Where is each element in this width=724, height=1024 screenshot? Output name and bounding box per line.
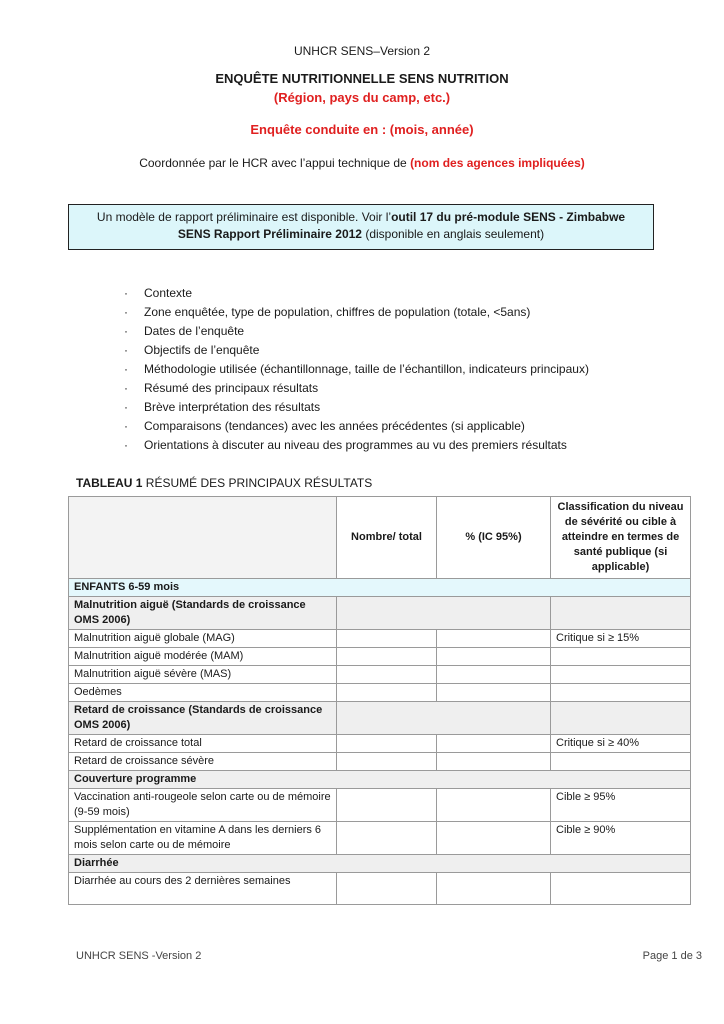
table-row: [69, 648, 691, 666]
table-cell[interactable]: [437, 873, 551, 905]
row-label: Retard de croissance total: [69, 735, 337, 753]
section-label: ENFANTS 6-59 mois: [69, 579, 691, 597]
list-item-text: Méthodologie utilisée (échantillonnage, taille de l’échantillon, indicateurs principaux): [144, 362, 589, 376]
list-item: [124, 436, 684, 455]
list-item: [124, 417, 684, 436]
list-item: [124, 303, 684, 322]
table-cell: [337, 702, 551, 735]
bullet-symbol: ·: [124, 343, 128, 357]
list-item: [124, 284, 684, 303]
bullet-symbol: ·: [124, 438, 128, 452]
row-label: Oedèmes: [69, 684, 337, 702]
table-cell[interactable]: [337, 753, 437, 771]
table-cell[interactable]: [437, 684, 551, 702]
table-row: [69, 630, 691, 648]
table-cell[interactable]: [337, 648, 437, 666]
row-label: Diarrhée au cours des 2 dernières semaines: [69, 873, 337, 905]
table-row: [69, 753, 691, 771]
table-group-row: [69, 702, 691, 735]
group-label: Malnutrition aiguë (Standards de croissance OMS 2006): [69, 597, 337, 630]
table-cell[interactable]: [437, 822, 551, 855]
table-cell[interactable]: [337, 822, 437, 855]
table-section-row: [69, 579, 691, 597]
bullet-symbol: ·: [124, 419, 128, 433]
classification-cell: [551, 666, 691, 684]
group-label: Retard de croissance (Standards de croissance OMS 2006): [69, 702, 337, 735]
row-label: Malnutrition aiguë globale (MAG): [69, 630, 337, 648]
header-cell-percent: % (IC 95%): [437, 497, 551, 579]
bullet-symbol: ·: [124, 381, 128, 395]
list-item-text: Résumé des principaux résultats: [144, 381, 319, 395]
group-label: Diarrhée: [69, 855, 691, 873]
table-cell[interactable]: [337, 789, 437, 822]
table-row: [69, 873, 691, 905]
survey-date-line: Enquête conduite en : (mois, année): [250, 122, 474, 137]
notice-text-2: (disponible en anglais seulement): [361, 227, 545, 241]
footer-page-number: Page 1 de 3: [642, 950, 702, 962]
classification-cell: Critique si ≥ 40%: [551, 735, 691, 753]
table-cell: [551, 597, 691, 630]
group-label: Couverture programme: [69, 771, 691, 789]
list-item-text: Brève interprétation des résultats: [144, 400, 321, 414]
table-row: [69, 684, 691, 702]
list-item-text: Comparaisons (tendances) avec les années précédentes (si applicable): [144, 419, 525, 433]
table-group-row: [69, 771, 691, 789]
summary-bullet-list: [124, 284, 684, 455]
classification-cell: [551, 684, 691, 702]
header-cell-count: Nombre/ total: [337, 497, 437, 579]
table-group-row: [69, 597, 691, 630]
header-cell-classification: Classification du niveau de sévérité ou cible à atteindre en termes de santé publique (si applicable): [551, 497, 691, 579]
table-row: [69, 735, 691, 753]
row-label: Retard de croissance sévère: [69, 753, 337, 771]
table-row: [69, 789, 691, 822]
list-item: [124, 398, 684, 417]
row-label: Malnutrition aiguë modérée (MAM): [69, 648, 337, 666]
bullet-symbol: ·: [124, 400, 128, 414]
table-cell: [337, 597, 551, 630]
bullet-symbol: ·: [124, 324, 128, 338]
row-label: Supplémentation en vitamine A dans les derniers 6 mois selon carte ou de mémoire: [69, 822, 337, 855]
list-item-text: Zone enquêtée, type de population, chiffres de population (totale, <5ans): [144, 305, 531, 319]
classification-cell: Cible ≥ 90%: [551, 822, 691, 855]
table-cell[interactable]: [437, 630, 551, 648]
classification-cell: Cible ≥ 95%: [551, 789, 691, 822]
list-item: [124, 322, 684, 341]
page-header: UNHCR SENS–Version 2: [293, 44, 431, 58]
table-cell[interactable]: [437, 666, 551, 684]
table-cell[interactable]: [437, 735, 551, 753]
list-item: [124, 379, 684, 398]
table-cell: [551, 702, 691, 735]
table-cell[interactable]: [437, 789, 551, 822]
list-item-text: Objectifs de l’enquête: [144, 343, 260, 357]
table-cell[interactable]: [337, 630, 437, 648]
title-line-2: (Région, pays du camp, etc.): [273, 90, 451, 105]
list-item-text: Contexte: [144, 286, 193, 300]
row-label: Malnutrition aiguë sévère (MAS): [69, 666, 337, 684]
table-cell[interactable]: [437, 648, 551, 666]
header-cell-indicator: [69, 497, 337, 579]
title-line-1: ENQUÊTE NUTRITIONNELLE SENS NUTRITION: [215, 71, 509, 86]
footer-version: UNHCR SENS -Version 2: [76, 950, 202, 962]
table-header-row: [69, 497, 691, 579]
coordination-text: Coordonnée par le HCR avec l’appui technique de: [139, 156, 411, 170]
table-row: [69, 666, 691, 684]
list-item: [124, 341, 684, 360]
table-caption-text: RÉSUMÉ DES PRINCIPAUX RÉSULTATS: [142, 476, 373, 490]
list-item-text: Dates de l’enquête: [144, 324, 245, 338]
table-group-row: [69, 855, 691, 873]
notice-box: [68, 204, 654, 250]
table-cell[interactable]: [437, 753, 551, 771]
table-number: TABLEAU 1: [76, 476, 143, 490]
table-cell[interactable]: [337, 735, 437, 753]
notice-text-1: Un modèle de rapport préliminaire est disponible. Voir l’: [96, 210, 392, 224]
classification-cell: [551, 648, 691, 666]
classification-cell: Critique si ≥ 15%: [551, 630, 691, 648]
list-item: [124, 360, 684, 379]
bullet-symbol: ·: [124, 362, 128, 376]
notice-tool-reference: outil 17 du pré-module SENS - Zimbabwe SENS Rapport Préliminaire 2012: [177, 210, 626, 241]
list-item-text: Orientations à discuter au niveau des programmes au vu des premiers résultats: [144, 438, 567, 452]
coordination-line: [0, 156, 724, 170]
row-label: Vaccination anti-rougeole selon carte ou de mémoire (9-59 mois): [69, 789, 337, 822]
results-table: [68, 496, 691, 905]
table-row: [69, 822, 691, 855]
table-cell[interactable]: [337, 684, 437, 702]
coordination-agencies: (nom des agences impliquées): [410, 156, 585, 170]
bullet-symbol: ·: [124, 286, 128, 300]
document-title: [0, 69, 724, 107]
table-caption: [76, 476, 372, 490]
classification-cell: [551, 873, 691, 905]
table-cell[interactable]: [337, 666, 437, 684]
classification-cell: [551, 753, 691, 771]
bullet-symbol: ·: [124, 305, 128, 319]
table-cell[interactable]: [337, 873, 437, 905]
